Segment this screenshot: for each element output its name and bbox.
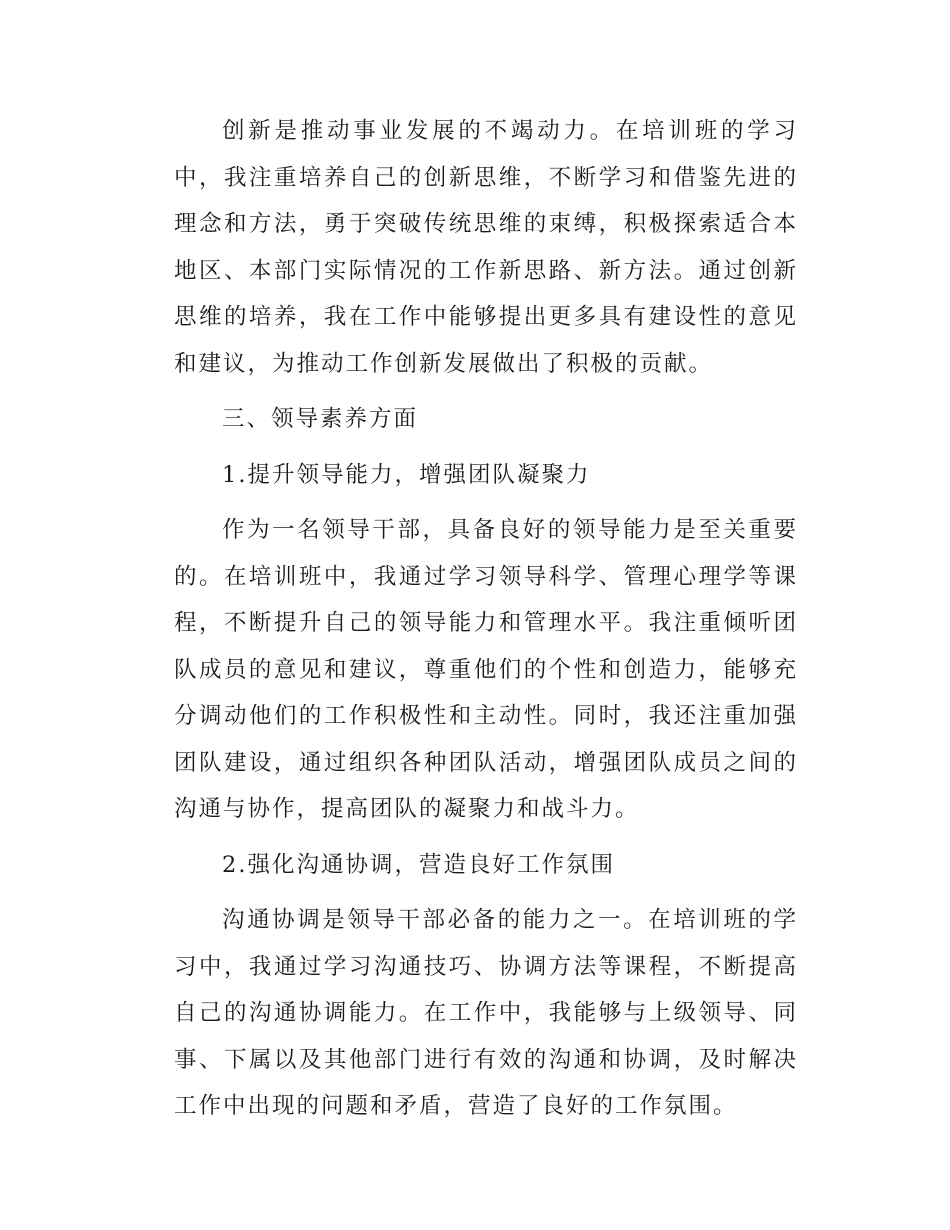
paragraph-leadership-ability: 作为一名领导干部，具备良好的领导能力是至关重要的。在培训班中，我通过学习领导科学、管理心理学等课程，不断提升自己的领导能力和管理水平。我注重倾听团队成员的意见和建议，尊重他们的个性和创造力，能够充分调动他们的工作积极性和主动性。同时，我还注重加强团队建设，通过组织各种团队活动，增强团队成员之间的沟通与协作，提高团队的凝聚力和战斗力。 — [174, 517, 798, 822]
paragraph-innovation: 创新是推动事业发展的不竭动力。在培训班的学习中，我注重培养自己的创新思维，不断学习和借鉴先进的理念和方法，勇于突破传统思维的束缚，积极探索适合本地区、本部门实际情况的工作新思路、新方法。通过创新思维的培养，我在工作中能够提出更多具有建设性的意见和建议，为推动工作创新发展做出了积极的贡献。 — [174, 118, 798, 377]
section-heading-leadership: 三、领导素养方面 — [222, 406, 419, 432]
paragraph-communication: 沟通协调是领导干部必备的能力之一。在培训班的学习中，我通过学习沟通技巧、协调方法等课程，不断提高自己的沟通协调能力。在工作中，我能够与上级领导、同事、下属以及其他部门进行有效的沟通和协调，及时解决工作中出现的问题和矛盾，营造了良好的工作氛围。 — [174, 907, 798, 1119]
subheading-communication: 2.强化沟通协调，营造良好工作氛围 — [222, 851, 615, 878]
document-body — [174, 108, 798, 1139]
subheading-leadership-ability: 1.提升领导能力，增强团队凝聚力 — [222, 461, 591, 488]
